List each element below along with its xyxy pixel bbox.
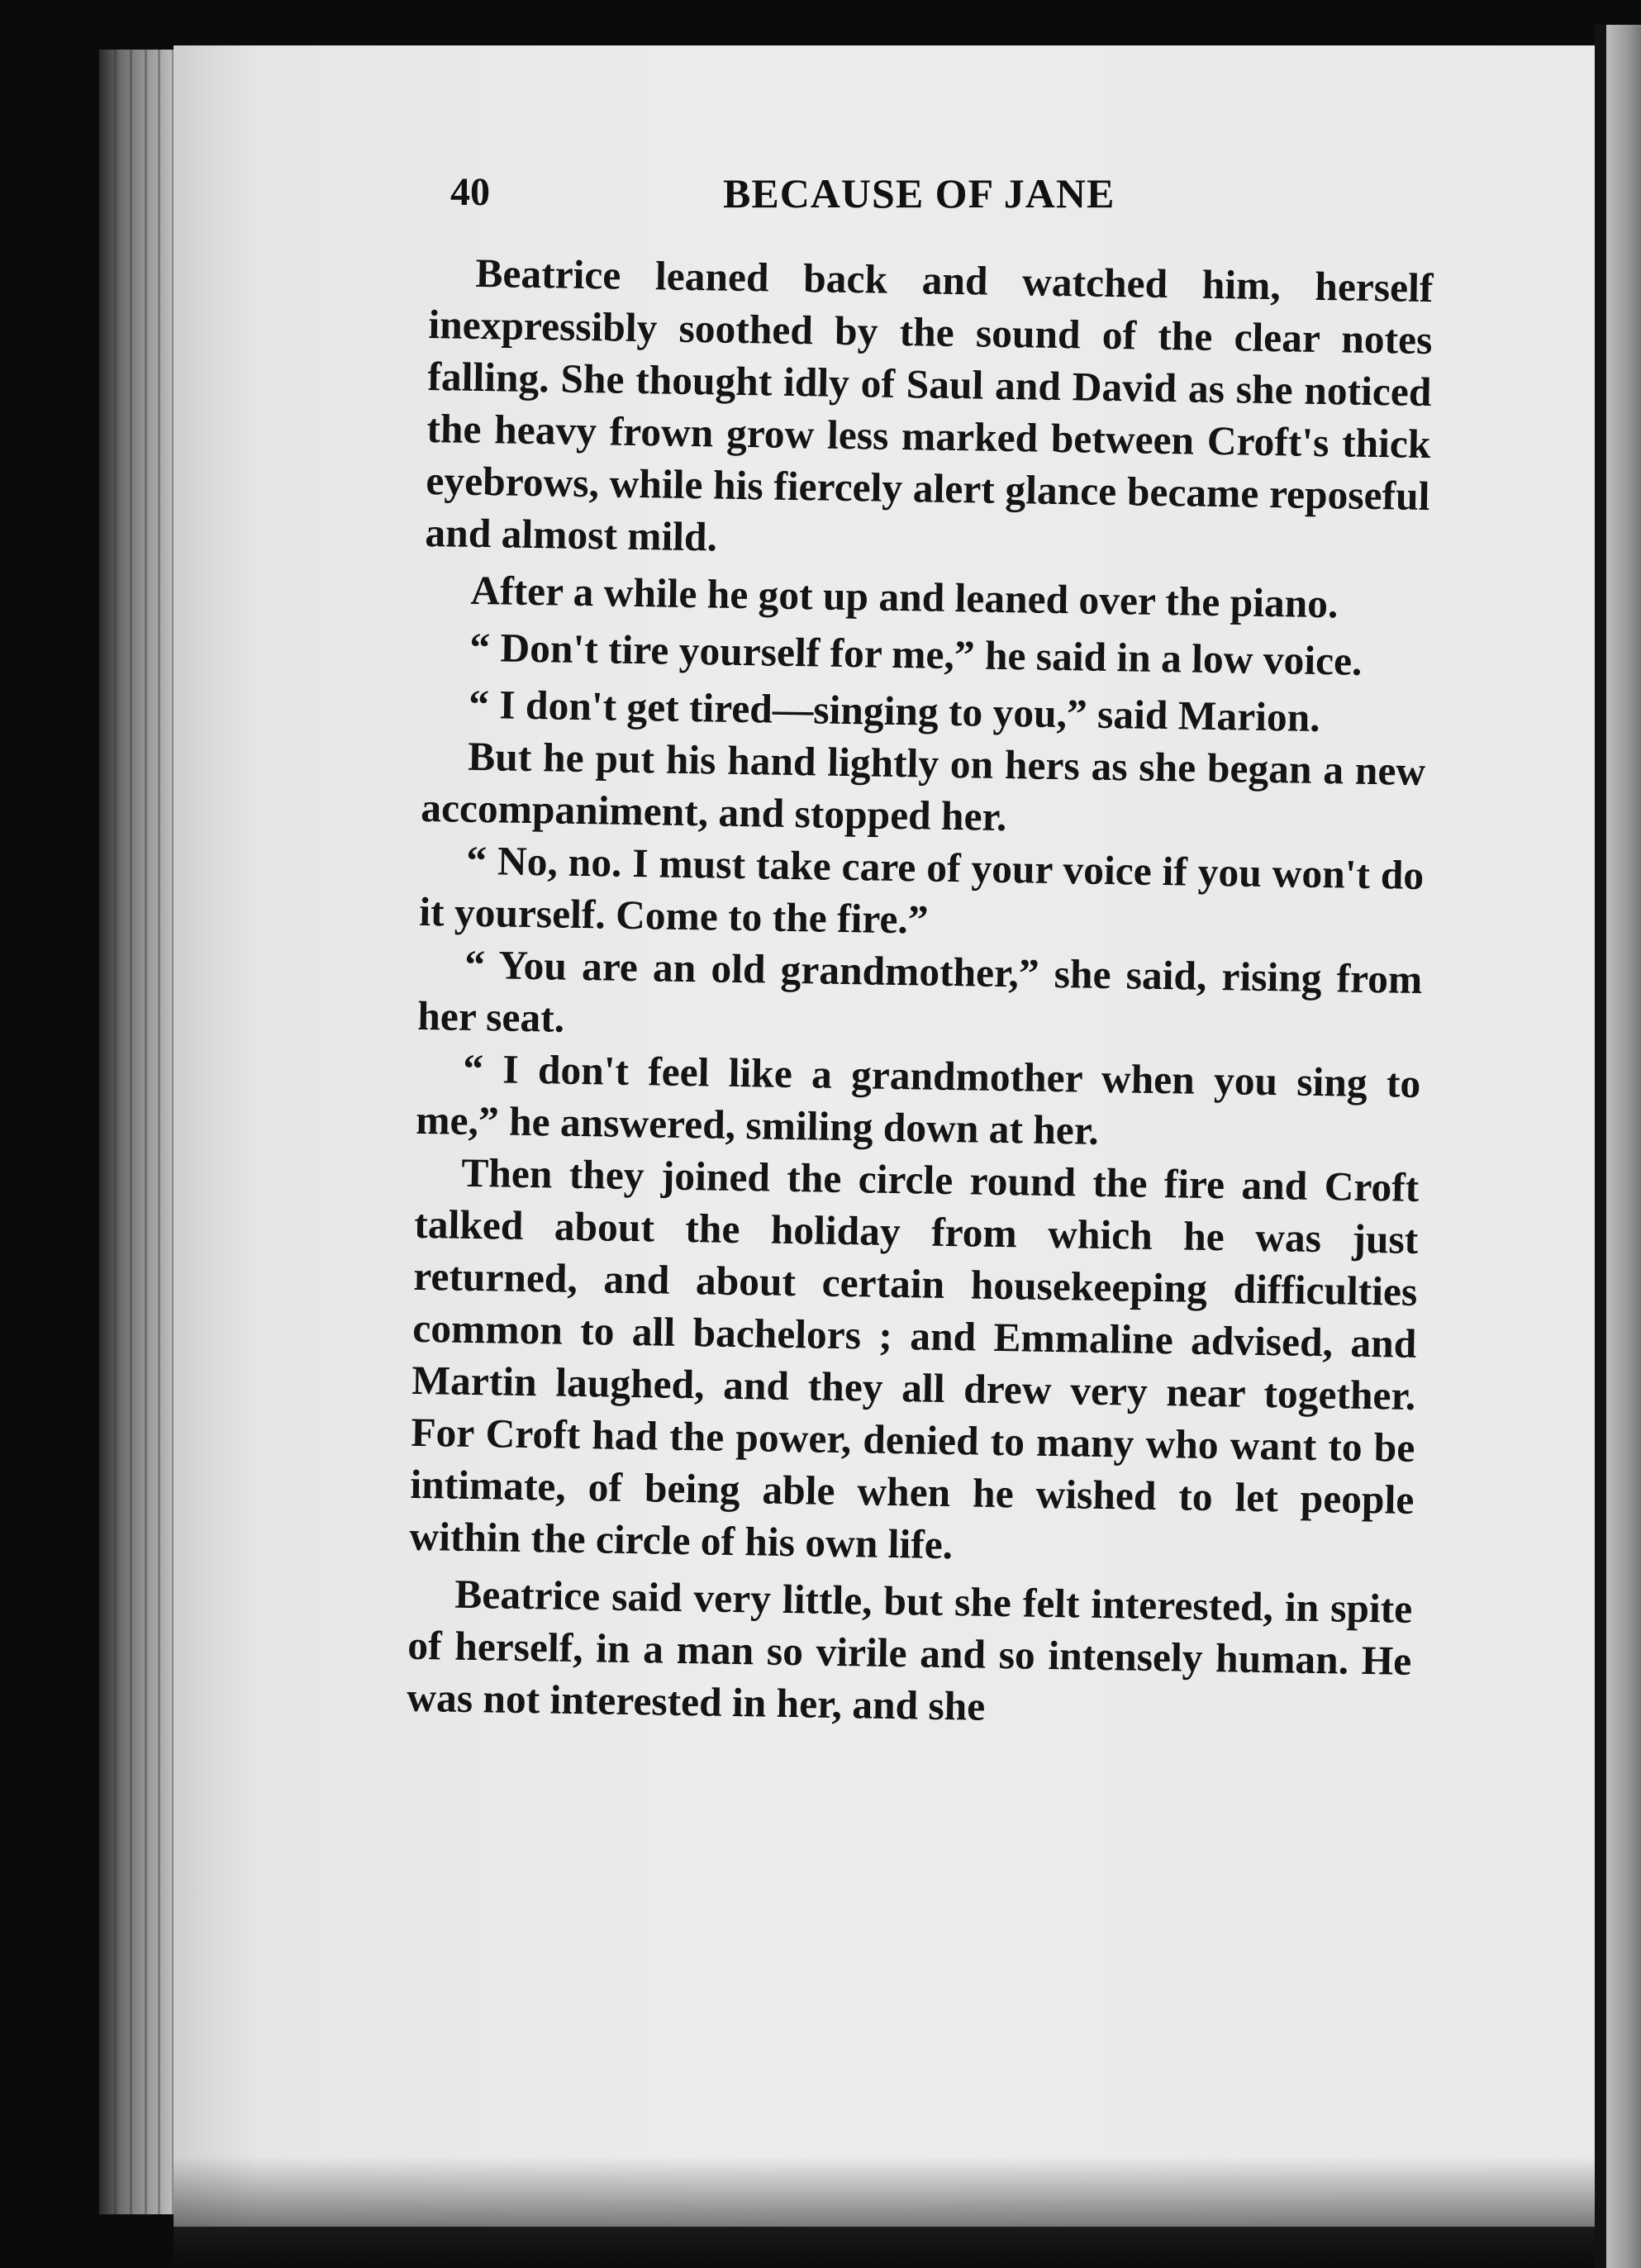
paragraph: But he put his hand lightly on hers as she began a new accompaniment, and stopped her. [420, 733, 1426, 840]
paragraph: Then they joined the circle round the fire and Croft talked about the holiday from which he was just returned, and about certain housekeeping difficulties common to all bachelors ; and Emmaline advised, and Martin laughed, and they all drew very near together. For Croft had the power, denied to many who want to be intimate, of being able when he wished to let people within the circle of his own life. [409, 1149, 1420, 1568]
paragraph: “ You are an old grandmother,” she said, rising from her seat. [416, 941, 1423, 1041]
running-header [450, 169, 1442, 219]
paragraph: “ I don't get tired—singing to you,” said Marion. [468, 681, 1321, 740]
facing-page-edge [1606, 25, 1641, 2268]
paragraph: After a while he got up and leaned over the piano. [470, 567, 1339, 627]
paragraph: Beatrice leaned back and watched him, herself inexpressibly soothed by the sound of the clear notes falling. She thought idly of Saul and David as she noticed the heavy frown grow less marked between Croft's thick eyebrows, while his fiercely alert glance became reposeful and almost mild. [425, 250, 1434, 560]
running-title: BECAUSE OF JANE [723, 170, 1115, 216]
gutter-shadow [1595, 25, 1606, 2268]
paragraph: Beatrice said very little, but she felt interested, in spite of herself, in a man so virile and so intensely human. He was not interested in her, and she [406, 1571, 1413, 1729]
page-bottom-shadow [174, 2156, 1640, 2268]
paragraph: “ I don't feel like a grandmother when you sing to me,” he answered, smiling down at her. [415, 1045, 1421, 1153]
paragraph: “ Don't tire yourself for me,” he said in a low voice. [469, 624, 1363, 684]
body-text [407, 246, 1434, 1739]
paragraph: “ No, no. I must take care of your voice if you won't do it yourself. Come to the fire.” [418, 837, 1425, 943]
page-number: 40 [450, 170, 490, 214]
